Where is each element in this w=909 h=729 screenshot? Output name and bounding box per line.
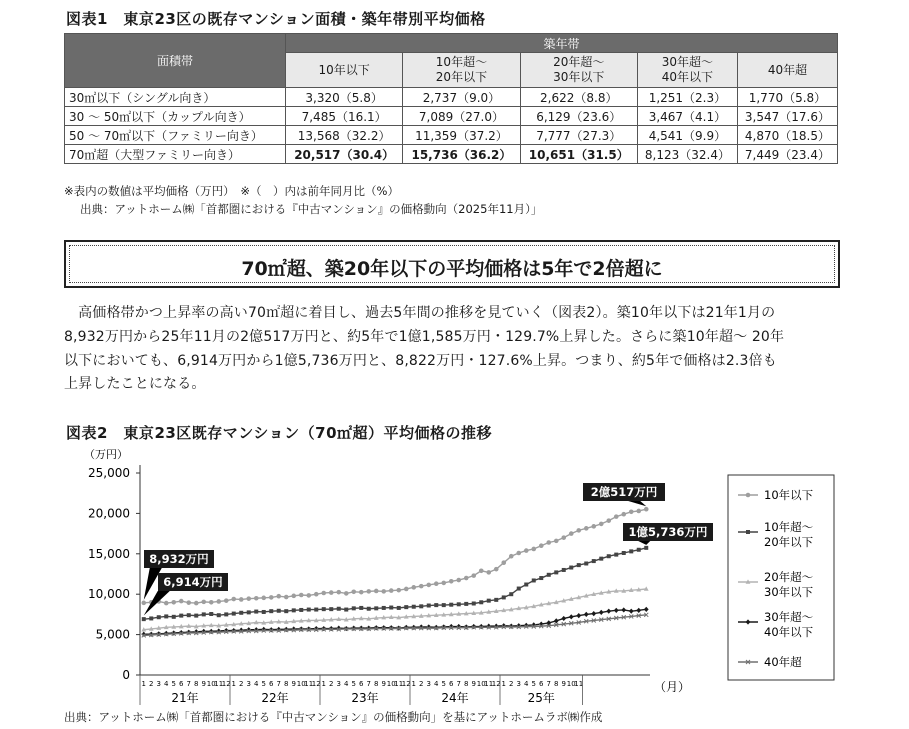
x-month-label: 12	[311, 680, 321, 688]
x-year-label: 23年	[351, 691, 379, 705]
table-source: 出典：アットホーム㈱「首都圏における『中古マンション』の価格動向（2025年11月）」	[80, 202, 543, 216]
table1-title: 図表1 東京23区の既存マンション面積・築年帯別平均価格	[66, 10, 486, 28]
data-point	[621, 512, 626, 517]
x-month-label: 10	[386, 680, 396, 688]
price-cell: 15,736（36.2）	[403, 145, 520, 164]
price-cell: 7,777（27.3）	[520, 126, 637, 145]
data-point	[569, 614, 574, 619]
area-header: 面積帯	[65, 34, 286, 88]
x-month-label: 11	[304, 680, 314, 688]
callout-label: 6,914万円	[163, 575, 223, 589]
data-point	[584, 561, 588, 565]
price-cell: 7,089（27.0）	[403, 107, 520, 126]
legend	[728, 475, 834, 680]
x-month-label: 7	[366, 680, 371, 688]
data-point	[314, 608, 318, 612]
data-point	[457, 602, 461, 606]
row-label: 30㎡以下（シングル向き）	[65, 88, 286, 107]
y-axis-label: （万円）	[84, 448, 128, 461]
data-point	[374, 606, 378, 610]
data-point	[637, 548, 641, 552]
data-point	[539, 576, 543, 580]
data-point	[374, 589, 379, 594]
data-point	[591, 524, 596, 529]
data-point	[224, 612, 228, 616]
data-point	[389, 606, 393, 610]
data-point	[336, 590, 341, 595]
data-point	[261, 596, 266, 601]
data-point	[157, 615, 161, 619]
x-month-label: 7	[186, 680, 191, 688]
data-point	[314, 592, 319, 597]
data-point	[179, 614, 183, 618]
data-point	[592, 559, 596, 563]
data-point	[509, 592, 513, 596]
data-point	[306, 593, 311, 598]
data-point	[614, 514, 619, 519]
x-month-label: 4	[254, 680, 259, 688]
x-month-label: 7	[456, 680, 461, 688]
data-point	[629, 549, 633, 553]
callout-label: 2億517万円	[590, 485, 658, 499]
data-point	[389, 588, 394, 593]
data-point	[321, 591, 326, 596]
data-point	[562, 568, 566, 572]
data-point	[269, 595, 274, 600]
price-cell: 4,870（18.5）	[737, 126, 837, 145]
x-month-label: 10	[296, 680, 306, 688]
age-column-header: 10年以下	[286, 53, 403, 88]
legend-label: 40年以下	[764, 625, 814, 639]
callout-pointer	[638, 541, 650, 545]
price-cell: 4,541（9.9）	[637, 126, 737, 145]
x-month-label: 2	[239, 680, 244, 688]
row-label: 50 ～ 70㎡以下（ファミリー向き）	[65, 126, 286, 145]
data-point	[337, 607, 341, 611]
x-month-label: 3	[156, 680, 161, 688]
x-month-label: 1	[141, 680, 146, 688]
data-point	[636, 509, 641, 514]
table-note: ※表内の数値は平均価格（万円） ※（ ）内は前年同月比（%）	[64, 184, 399, 198]
x-month-label: 5	[171, 680, 176, 688]
legend-label: 20年超～	[764, 570, 814, 584]
data-point	[269, 609, 273, 613]
data-point	[449, 603, 453, 607]
data-point	[201, 600, 206, 605]
x-month-label: 6	[359, 680, 364, 688]
data-point	[344, 591, 349, 596]
data-point	[644, 546, 648, 550]
data-point	[644, 507, 649, 512]
data-point	[276, 594, 281, 599]
data-point	[329, 607, 333, 611]
data-point	[509, 554, 514, 559]
table-row	[65, 107, 838, 126]
x-month-label: 2	[419, 680, 424, 688]
data-point	[599, 522, 604, 527]
data-point	[442, 603, 446, 607]
data-point	[231, 597, 236, 602]
data-point	[412, 605, 416, 609]
data-point	[621, 607, 626, 612]
data-point	[532, 578, 536, 582]
x-month-label: 3	[336, 680, 341, 688]
x-month-label: 9	[471, 680, 476, 688]
x-month-label: 8	[194, 680, 199, 688]
data-point	[486, 570, 491, 575]
data-point	[164, 614, 168, 618]
x-month-label: 11	[394, 680, 404, 688]
x-axis-label: （月）	[654, 680, 691, 694]
data-point	[576, 528, 581, 533]
data-point	[322, 607, 326, 611]
price-cell: 13,568（32.2）	[286, 126, 403, 145]
x-year-label: 25年	[527, 691, 555, 705]
y-tick-label: 20,000	[88, 506, 130, 521]
x-year-label: 24年	[441, 691, 469, 705]
data-point	[614, 608, 619, 613]
data-point	[284, 609, 288, 613]
data-point	[277, 609, 281, 613]
data-point	[359, 606, 363, 610]
data-point	[202, 612, 206, 616]
x-month-label: 9	[201, 680, 206, 688]
data-point	[606, 518, 611, 523]
x-month-label: 7	[546, 680, 551, 688]
data-point	[434, 603, 438, 607]
x-month-label: 3	[246, 680, 251, 688]
legend-label: 30年超～	[764, 610, 814, 624]
data-point	[622, 551, 626, 555]
legend-label: 30年以下	[764, 585, 814, 599]
x-month-label: 6	[449, 680, 454, 688]
callout-label: 8,932万円	[149, 552, 209, 566]
data-point	[441, 581, 446, 586]
price-cell: 8,123（32.4）	[637, 145, 737, 164]
data-point	[517, 587, 521, 591]
price-cell: 6,129（23.6）	[520, 107, 637, 126]
data-point	[254, 610, 258, 614]
data-point	[456, 578, 461, 583]
x-month-label: 1	[231, 680, 236, 688]
data-point	[239, 597, 244, 602]
data-point	[584, 526, 589, 531]
data-point	[554, 539, 559, 544]
table-row	[65, 145, 838, 164]
data-point	[217, 613, 221, 617]
price-cell: 10,651（31.5）	[520, 145, 637, 164]
data-point	[209, 600, 214, 605]
x-month-label: 3	[426, 680, 431, 688]
row-label: 70㎡超（大型ファミリー向き）	[65, 145, 286, 164]
price-cell: 11,359（37.2）	[403, 126, 520, 145]
x-month-label: 9	[291, 680, 296, 688]
data-point	[524, 583, 528, 587]
x-month-label: 12	[221, 680, 231, 688]
price-cell: 3,547（17.6）	[737, 107, 837, 126]
y-tick-label: 5,000	[95, 627, 130, 642]
data-point	[547, 573, 551, 577]
x-month-label: 8	[464, 680, 469, 688]
table-row	[65, 126, 838, 145]
price-cell: 3,467（4.1）	[637, 107, 737, 126]
data-point	[352, 606, 356, 610]
data-point	[539, 543, 544, 548]
data-point	[194, 614, 198, 618]
data-point	[164, 601, 169, 606]
price-cell: 20,517（30.4）	[286, 145, 403, 164]
data-point	[299, 608, 303, 612]
data-point	[397, 606, 401, 610]
data-point	[471, 573, 476, 578]
price-cell: 2,737（9.0）	[403, 88, 520, 107]
x-month-label: 5	[261, 680, 266, 688]
data-point	[419, 604, 423, 608]
data-point	[569, 566, 573, 570]
price-cell: 7,449（23.4）	[737, 145, 837, 164]
data-point	[464, 576, 469, 581]
x-month-label: 4	[524, 680, 529, 688]
y-tick-label: 15,000	[88, 546, 130, 561]
legend-label: 20年以下	[764, 535, 814, 549]
data-point	[142, 617, 146, 621]
data-point	[172, 615, 176, 619]
data-point	[186, 600, 191, 605]
data-point	[524, 548, 529, 553]
data-point	[396, 588, 401, 593]
age-column-header: 30年超～ 40年以下	[637, 53, 737, 88]
data-point	[494, 567, 499, 572]
data-point	[359, 590, 364, 595]
data-point	[411, 585, 416, 590]
age-column-header: 10年超～ 20年以下	[403, 53, 520, 88]
age-header: 築年帯	[286, 34, 838, 53]
data-point	[561, 616, 566, 621]
x-month-label: 4	[344, 680, 349, 688]
x-month-label: 4	[164, 680, 169, 688]
data-point	[479, 600, 483, 604]
data-point	[239, 611, 243, 615]
data-point	[141, 601, 146, 606]
price-cell: 1,770（5.8）	[737, 88, 837, 107]
x-month-label: 10	[206, 680, 216, 688]
data-point	[292, 608, 296, 612]
data-point	[344, 608, 348, 612]
paragraph-line: 高価格帯かつ上昇率の高い70㎡超に着目し、過去5年間の推移を見ていく（図表2）。築10年以下は21年1月の	[64, 305, 776, 321]
body-paragraph	[64, 302, 846, 397]
x-month-label: 9	[381, 680, 386, 688]
data-point	[171, 600, 176, 605]
data-point	[576, 613, 581, 618]
paragraph-line: 8,932万円から25年11月の2億517万円と、約5年で1億1,585万円・129.7%上昇した。さらに築10年超～ 20年	[64, 328, 785, 345]
data-point	[427, 604, 431, 608]
data-point	[472, 601, 476, 605]
data-point	[584, 612, 589, 617]
y-tick-label: 0	[122, 668, 130, 682]
price-cell: 7,485（16.1）	[286, 107, 403, 126]
data-point	[599, 557, 603, 561]
headline-text: 70㎡超、築20年以下の平均価格は5年で2倍超に	[241, 258, 663, 280]
x-month-label: 4	[434, 680, 439, 688]
data-point	[487, 599, 491, 603]
data-point	[591, 611, 596, 616]
data-point	[381, 589, 386, 594]
callout-label: 1億5,736万円	[628, 525, 708, 539]
figure2-source: 出典：アットホーム㈱「首都圏における『中古マンション』の価格動向」を基にアットホームラボ㈱作成	[64, 710, 603, 724]
data-point	[367, 607, 371, 611]
data-point	[404, 605, 408, 609]
data-point	[629, 609, 634, 614]
data-point	[494, 598, 498, 602]
data-point	[404, 587, 409, 592]
data-point	[194, 601, 199, 606]
x-month-label: 5	[441, 680, 446, 688]
age-column-header: 20年超～ 30年以下	[520, 53, 637, 88]
table-row	[65, 88, 838, 107]
data-point	[246, 596, 251, 601]
data-point	[351, 589, 356, 594]
x-month-label: 2	[329, 680, 334, 688]
x-month-label: 1	[501, 680, 506, 688]
x-month-label: 2	[509, 680, 514, 688]
legend-label: 10年超～	[764, 520, 814, 534]
data-point	[247, 610, 251, 614]
data-point	[382, 606, 386, 610]
data-point	[187, 613, 191, 617]
data-point	[262, 610, 266, 614]
data-point	[479, 568, 484, 573]
data-point	[299, 593, 304, 598]
data-point	[629, 509, 634, 514]
headline-banner	[64, 240, 840, 288]
data-point	[606, 609, 611, 614]
x-month-label: 1	[321, 680, 326, 688]
row-label: 30 ～ 50㎡以下（カップル向き）	[65, 107, 286, 126]
y-tick-label: 25,000	[88, 466, 130, 480]
x-month-label: 8	[374, 680, 379, 688]
data-point	[577, 563, 581, 567]
data-point	[502, 595, 506, 599]
data-point	[179, 599, 184, 604]
data-point	[329, 590, 334, 595]
legend-label: 10年以下	[764, 488, 814, 502]
x-month-label: 1	[411, 680, 416, 688]
x-month-label: 5	[351, 680, 356, 688]
callout-pointer	[628, 501, 646, 506]
data-point	[434, 581, 439, 586]
price-table	[64, 33, 838, 164]
x-month-label: 2	[149, 680, 154, 688]
price-cell: 2,622（8.8）	[520, 88, 637, 107]
age-column-header: 40年超	[737, 53, 837, 88]
data-point	[216, 599, 221, 604]
x-year-label: 21年	[171, 691, 199, 705]
data-point	[419, 584, 424, 589]
data-point	[464, 602, 468, 606]
x-month-label: 12	[401, 680, 411, 688]
x-month-label: 12	[491, 680, 501, 688]
figure2-title: 図表2 東京23区既存マンション（70㎡超）平均価格の推移	[66, 424, 493, 442]
x-month-label: 11	[574, 680, 584, 688]
x-month-label: 3	[516, 680, 521, 688]
data-point	[599, 610, 604, 615]
data-point	[224, 598, 229, 603]
paragraph-line: 上昇したことになる。	[64, 376, 206, 393]
x-month-label: 9	[561, 680, 566, 688]
x-month-label: 7	[276, 680, 281, 688]
price-trend-chart	[60, 442, 860, 707]
x-month-label: 6	[179, 680, 184, 688]
x-month-label: 11	[214, 680, 224, 688]
data-point	[307, 608, 311, 612]
data-point	[501, 560, 506, 565]
data-point	[254, 596, 259, 601]
x-month-label: 6	[269, 680, 274, 688]
data-point	[516, 551, 521, 556]
data-point	[291, 594, 296, 599]
data-point	[426, 583, 431, 588]
x-year-label: 22年	[261, 691, 289, 705]
price-cell: 1,251（2.3）	[637, 88, 737, 107]
x-month-label: 8	[554, 680, 559, 688]
data-point	[746, 493, 751, 498]
data-point	[554, 570, 558, 574]
data-point	[546, 540, 551, 545]
data-point	[449, 579, 454, 584]
data-point	[644, 607, 649, 612]
data-point	[614, 553, 618, 557]
data-point	[561, 535, 566, 540]
y-tick-label: 10,000	[88, 587, 130, 602]
data-point	[209, 612, 213, 616]
x-month-label: 10	[476, 680, 486, 688]
data-point	[636, 608, 641, 613]
x-month-label: 10	[566, 680, 576, 688]
x-month-label: 8	[284, 680, 289, 688]
x-month-label: 6	[539, 680, 544, 688]
data-point	[607, 554, 611, 558]
data-point	[569, 531, 574, 536]
paragraph-line: 以下においても、6,914万円から1億5,736万円と、8,822万円・127.6%上昇。つまり、約5年で価格は2.3倍も	[64, 352, 777, 369]
data-point	[531, 547, 536, 552]
data-point	[366, 589, 371, 594]
price-cell: 3,320（5.8）	[286, 88, 403, 107]
data-point	[149, 616, 153, 620]
legend-label: 40年超	[764, 655, 802, 669]
data-point	[232, 612, 236, 616]
x-month-label: 5	[531, 680, 536, 688]
x-month-label: 11	[484, 680, 494, 688]
data-point	[746, 530, 750, 534]
data-point	[284, 595, 289, 600]
